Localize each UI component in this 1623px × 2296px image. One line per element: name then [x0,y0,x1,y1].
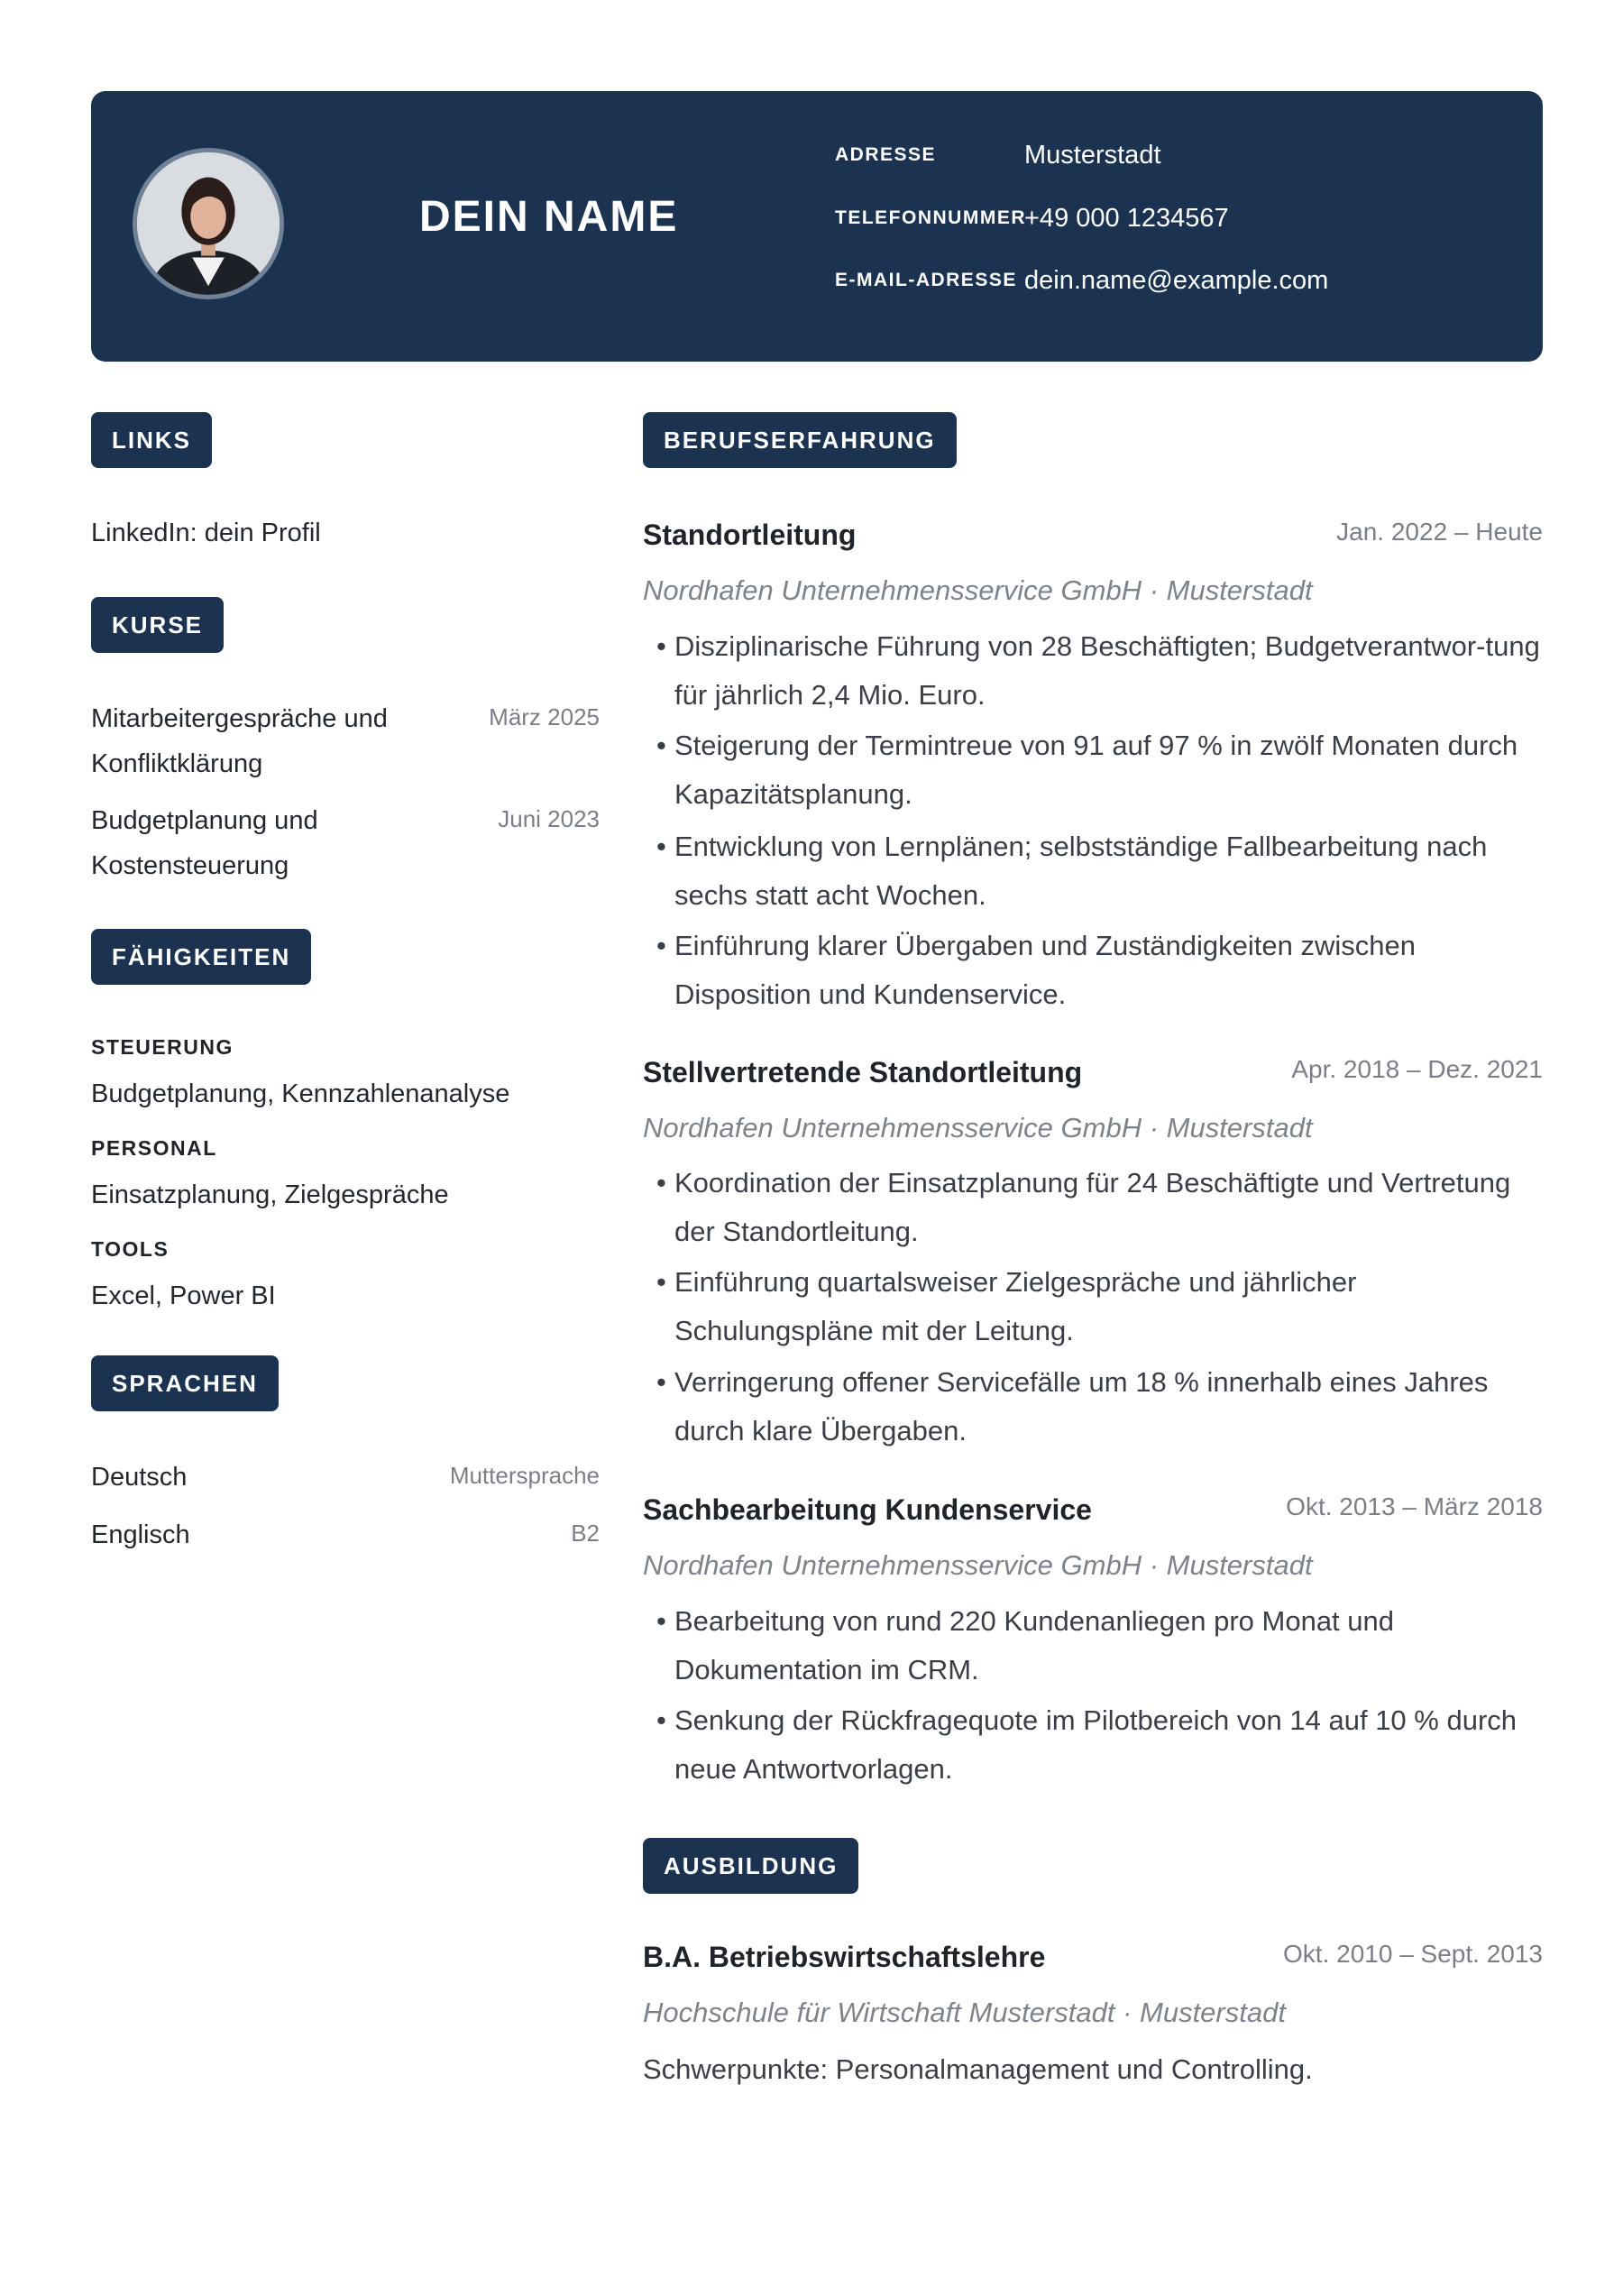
education-description: Schwerpunkte: Personalmanagement und Controlling. [643,2053,1313,2085]
job-title: Sachbearbeitung Kundenservice [643,1493,1092,1526]
contact-value: +49 000 1234567 [1024,203,1229,233]
education-date: Okt. 2010 – Sept. 2013 [1283,1940,1543,1968]
job-company: Nordhafen Unternehmensservice GmbH · Musterstadt [643,1549,1313,1581]
section-heading-faehigkeiten: FÄHIGKEITEN [91,929,311,985]
contact-value: Musterstadt [1024,140,1161,170]
contact-phone [835,200,1229,236]
job-date: Jan. 2022 – Heute [1336,518,1543,546]
avatar [133,148,284,299]
course-name-line1: Mitarbeitergespräche und [91,704,388,733]
language-name: Englisch [91,1520,190,1549]
language-name: Deutsch [91,1463,188,1492]
education-title: B.A. Betriebswirtschaftslehre [643,1941,1046,1973]
job-date: Apr. 2018 – Dez. 2021 [1291,1055,1543,1083]
language-level: Muttersprache [449,1462,600,1489]
course-name-line2: Konfliktklärung [91,749,263,778]
job-bullet: • Einführung quartalsweiser Zielgespräche und jährlicher Schulungspläne mit der Leitung. [656,1266,1357,1346]
job-title: Stellvertretende Standortleitung [643,1056,1083,1088]
contact-label: E-MAIL-ADRESSE [835,270,1017,290]
job-bullet: • Entwicklung von Lernplänen; selbstständige Fallbearbeitung nach sechs statt acht Wochen. [656,831,1488,911]
job-bullet: • Koordination der Einsatzplanung für 24 Beschäftigte und Vertretung der Standortleitung. [656,1167,1511,1247]
contact-value: dein.name@example.com [1024,265,1329,295]
contact-address [835,137,1161,173]
education-institution: Hochschule für Wirtschaft Musterstadt · Musterstadt [643,1997,1286,2028]
portrait-photo [137,152,280,295]
section-heading-ausbildung: AUSBILDUNG [643,1838,858,1894]
contact-label: TELEFONNUMMER [835,207,1026,228]
skill-value: Einsatzplanung, Zielgespräche [91,1180,449,1209]
job-date: Okt. 2013 – März 2018 [1286,1492,1543,1520]
contact-label: ADRESSE [835,144,937,165]
course-name-line2: Kostensteuerung [91,851,289,880]
contact-email [835,262,1328,298]
course-date: März 2025 [489,703,600,730]
header-banner [91,91,1543,362]
job-company: Nordhafen Unternehmensservice GmbH · Musterstadt [643,574,1313,606]
course-date: Juni 2023 [498,805,600,832]
skill-category: PERSONAL [91,1136,217,1160]
job-title: Standortleitung [643,519,857,551]
person-name: DEIN NAME [419,193,679,241]
section-heading-berufserfahrung: BERUFSERFAHRUNG [643,412,957,468]
section-heading-sprachen: SPRACHEN [91,1355,279,1411]
skill-category: TOOLS [91,1237,170,1261]
section-heading-kurse: KURSE [91,597,224,653]
job-bullet: • Einführung klarer Übergaben und Zuständigkeiten zwischen Disposition und Kundenservice. [656,930,1416,1010]
job-bullet: • Senkung der Rückfragequote im Pilotbereich von 14 auf 10 % durch neue Antwortvorlagen. [656,1704,1518,1785]
job-company: Nordhafen Unternehmensservice GmbH · Musterstadt [643,1112,1313,1143]
section-heading-links: LINKS [91,412,212,468]
job-bullet: • Verringerung offener Servicefälle um 18 % innerhalb eines Jahres durch klare Übergaben. [656,1366,1489,1446]
job-bullet: • Bearbeitung von rund 220 Kundenanliegen pro Monat und Dokumentation im CRM. [656,1605,1395,1685]
link-linkedin[interactable]: LinkedIn: dein Profil [91,519,321,547]
course-name-line1: Budgetplanung und [91,806,318,835]
job-bullet: • Disziplinarische Führung von 28 Beschäftigten; Budgetverantwor-tung für jährlich 2,4 Mio. Euro. [656,630,1540,711]
skill-value: Budgetplanung, Kennzahlenanalyse [91,1079,510,1108]
job-bullet: • Steigerung der Termintreue von 91 auf 97 % in zwölf Monaten durch Kapazitätsplanung. [656,730,1518,810]
skill-value: Excel, Power BI [91,1281,276,1310]
language-level: B2 [571,1520,600,1547]
skill-category: STEUERUNG [91,1035,234,1059]
